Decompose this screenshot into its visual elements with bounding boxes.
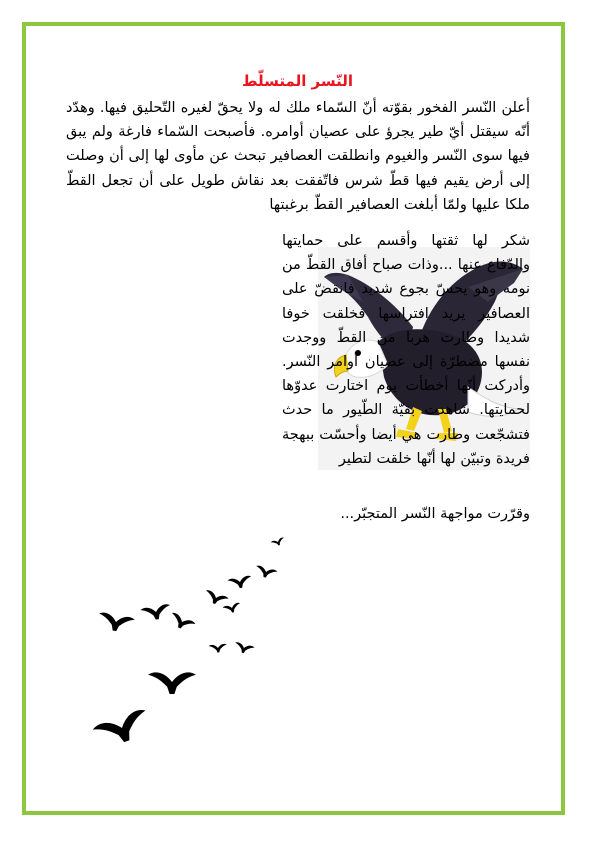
paragraph-ending: وقرّرت مواجهة النّسر المتجبّر...	[340, 506, 530, 522]
paragraph-intro: أعلن النّسر الفخور بقوّته أنّ السّماء ملك له ولا يحقّ لغيره التّحليق فيها. وهدّد أنّه سيقتل أيّ طير يجرؤ على عصيان أوامره. فأصبحت السّماء فارغة ولم يبق فيها سوى النّسر والغيوم وانطلقت العصافير تبحث عن مأوى لها إلى أن وصلت إلى أرض يقيم فيها قطّ شرس فاتّفقت بعد نقاش طويل على أن تجعل القطّ ملكا عليها ولمّا أبلغت العصافير القطّ برغبتها	[66, 100, 530, 213]
birds-flock-illustration	[90, 530, 310, 770]
paragraph-middle: شكر لها ثقتها وأقسم على حمايتها والدّفاع عنها ...وذات صباح أفاق القطّ من نومه وهو يحسّ بجوع شديد فانقضّ على العصافير يريد افتراسها فخلقت خوفا شديدا وطارت هربا من القطّ ووجدت نفسها مضطرّة إلى عصيان أوامر النّسر. وأدركت أنّها أخطأت يوم اختارت عدوّها لحمايتها. شاهدت بقيّة الطّيور ما حدث فتشجّعت وطارت هي أيضا وأحسّت ببهجة فريدة وتبيّن لها أنّها خلقت لتطير	[282, 233, 530, 467]
story-title: النّسر المتسلّط	[241, 72, 354, 90]
